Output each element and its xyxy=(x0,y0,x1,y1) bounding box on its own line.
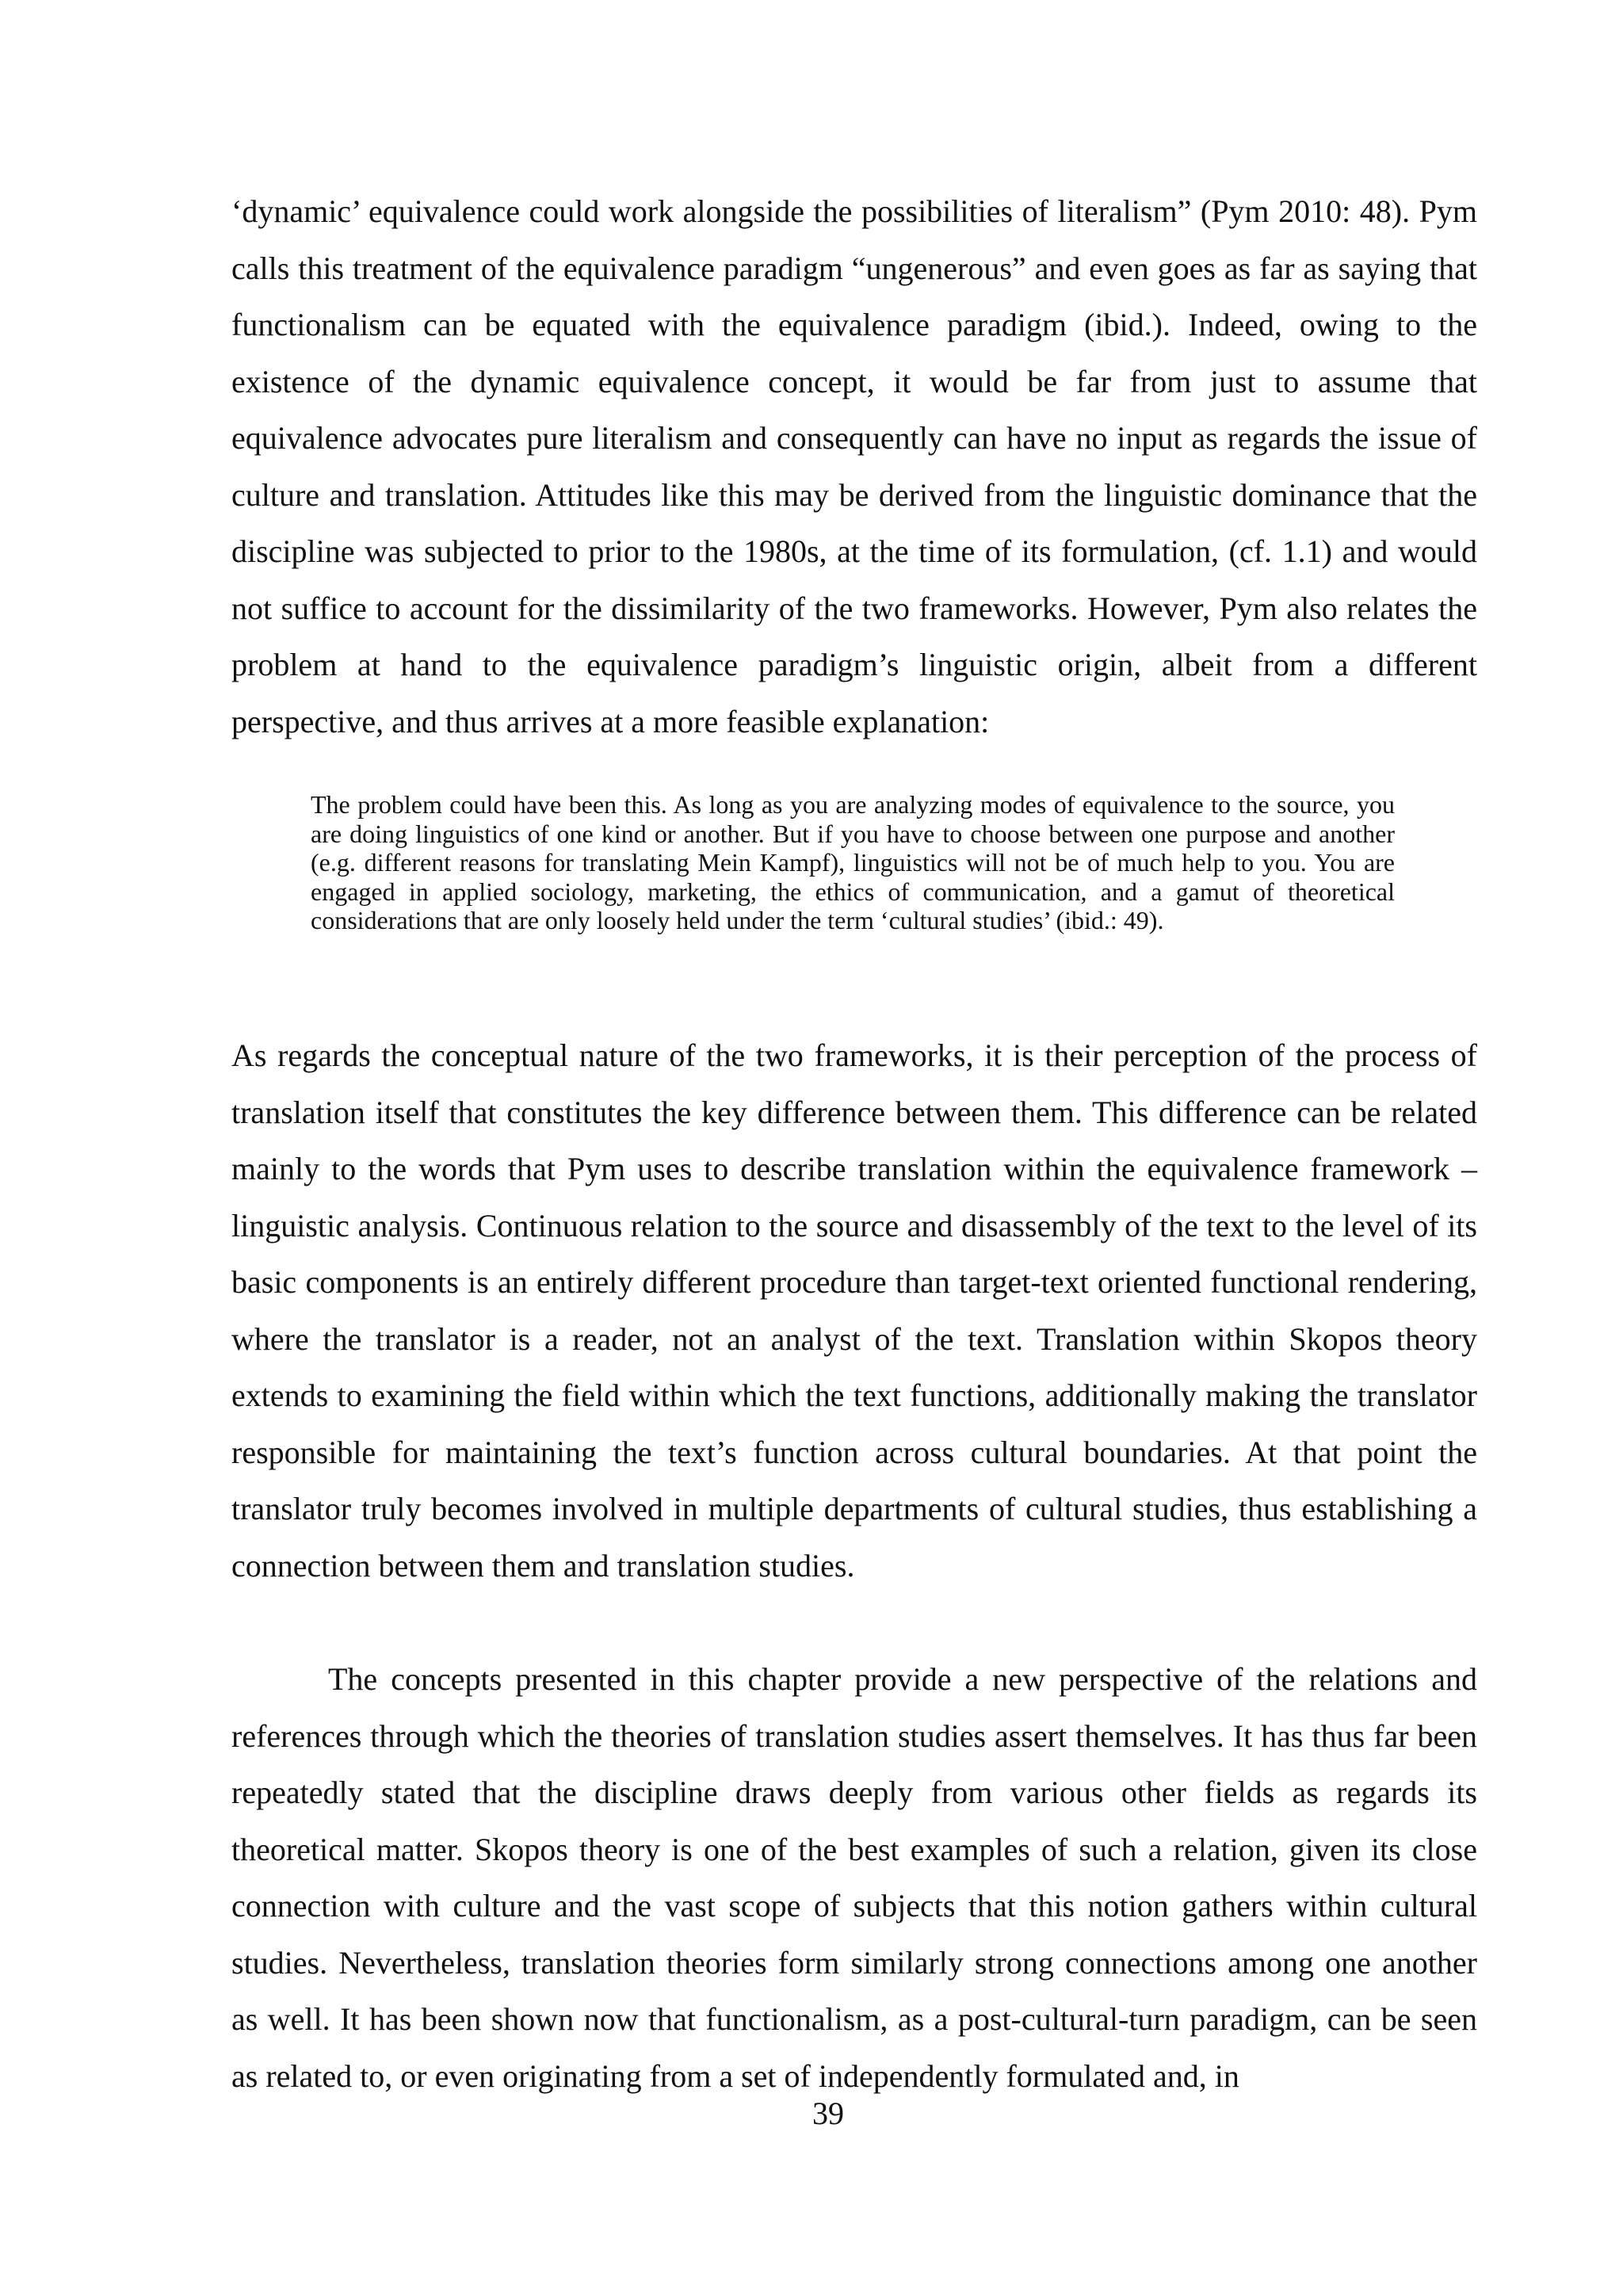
body-paragraph-2: As regards the conceptual nature of the two frameworks, it is their perception of the process of translation itself that constitutes the key difference between them. This difference can be related mainly to the words that Pym uses to describe translation within the equivalence framework – linguistic analysis. Continuous relation to the source and disassembly of the text to the level of its basic components is an entirely different procedure than target-text oriented functional rendering, where the translator is a reader, not an analyst of the text. Translation within Skopos theory extends to examining the field within which the text functions, additionally making the translator responsible for maintaining the text’s function across cultural boundaries. At that point the translator truly becomes involved in multiple departments of cultural studies, thus establishing a connection between them and translation studies. xyxy=(231,1037,1477,1584)
body-paragraph-3: The concepts presented in this chapter provide a new perspective of the relations and references through which the theories of translation studies assert themselves. It has thus far been repeatedly stated that the discipline draws deeply from various other fields as regards its theoretical matter. Skopos theory is one of the best examples of such a relation, given its close connection with culture and the vast scope of subjects that this notion gathers within cultural studies. Nevertheless, translation theories form similarly strong connections among one another as well. It has been shown now that functionalism, as a post-cultural-turn paradigm, can be seen as related to, or even originating from a set of independently formulated and, in xyxy=(231,1661,1477,2094)
page-number: 39 xyxy=(812,2095,844,2131)
body-paragraph-1: ‘dynamic’ equivalence could work alongside the possibilities of literalism” (Pym 2010: 48). Pym calls this treatment of the equivalence paradigm “ungenerous” and even goes as far as saying that functionalism can be equated with the equivalence paradigm (ibid.). Indeed, owing to the existence of the dynamic equivalence concept, it would be far from just to assume that equivalence advocates pure literalism and consequently can have no input as regards the issue of culture and translation. Attitudes like this may be derived from the linguistic dominance that the discipline was subjected to prior to the 1980s, at the time of its formulation, (cf. 1.1) and would not suffice to account for the dissimilarity of the two frameworks. However, Pym also relates the problem at hand to the equivalence paradigm’s linguistic origin, albeit from a different perspective, and thus arrives at a more feasible explanation: xyxy=(231,193,1477,739)
block-quote: The problem could have been this. As long as you are analyzing modes of equivalence to the source, you are doing linguistics of one kind or another. But if you have to choose between one purpose and another (e.g. different reasons for translating Mein Kampf), linguistics will not be of much help to you. You are engaged in applied sociology, marketing, the ethics of communication, and a gamut of theoretical considerations that are only loosely held under the term ‘cultural studies’ (ibid.: 49). xyxy=(311,790,1395,934)
